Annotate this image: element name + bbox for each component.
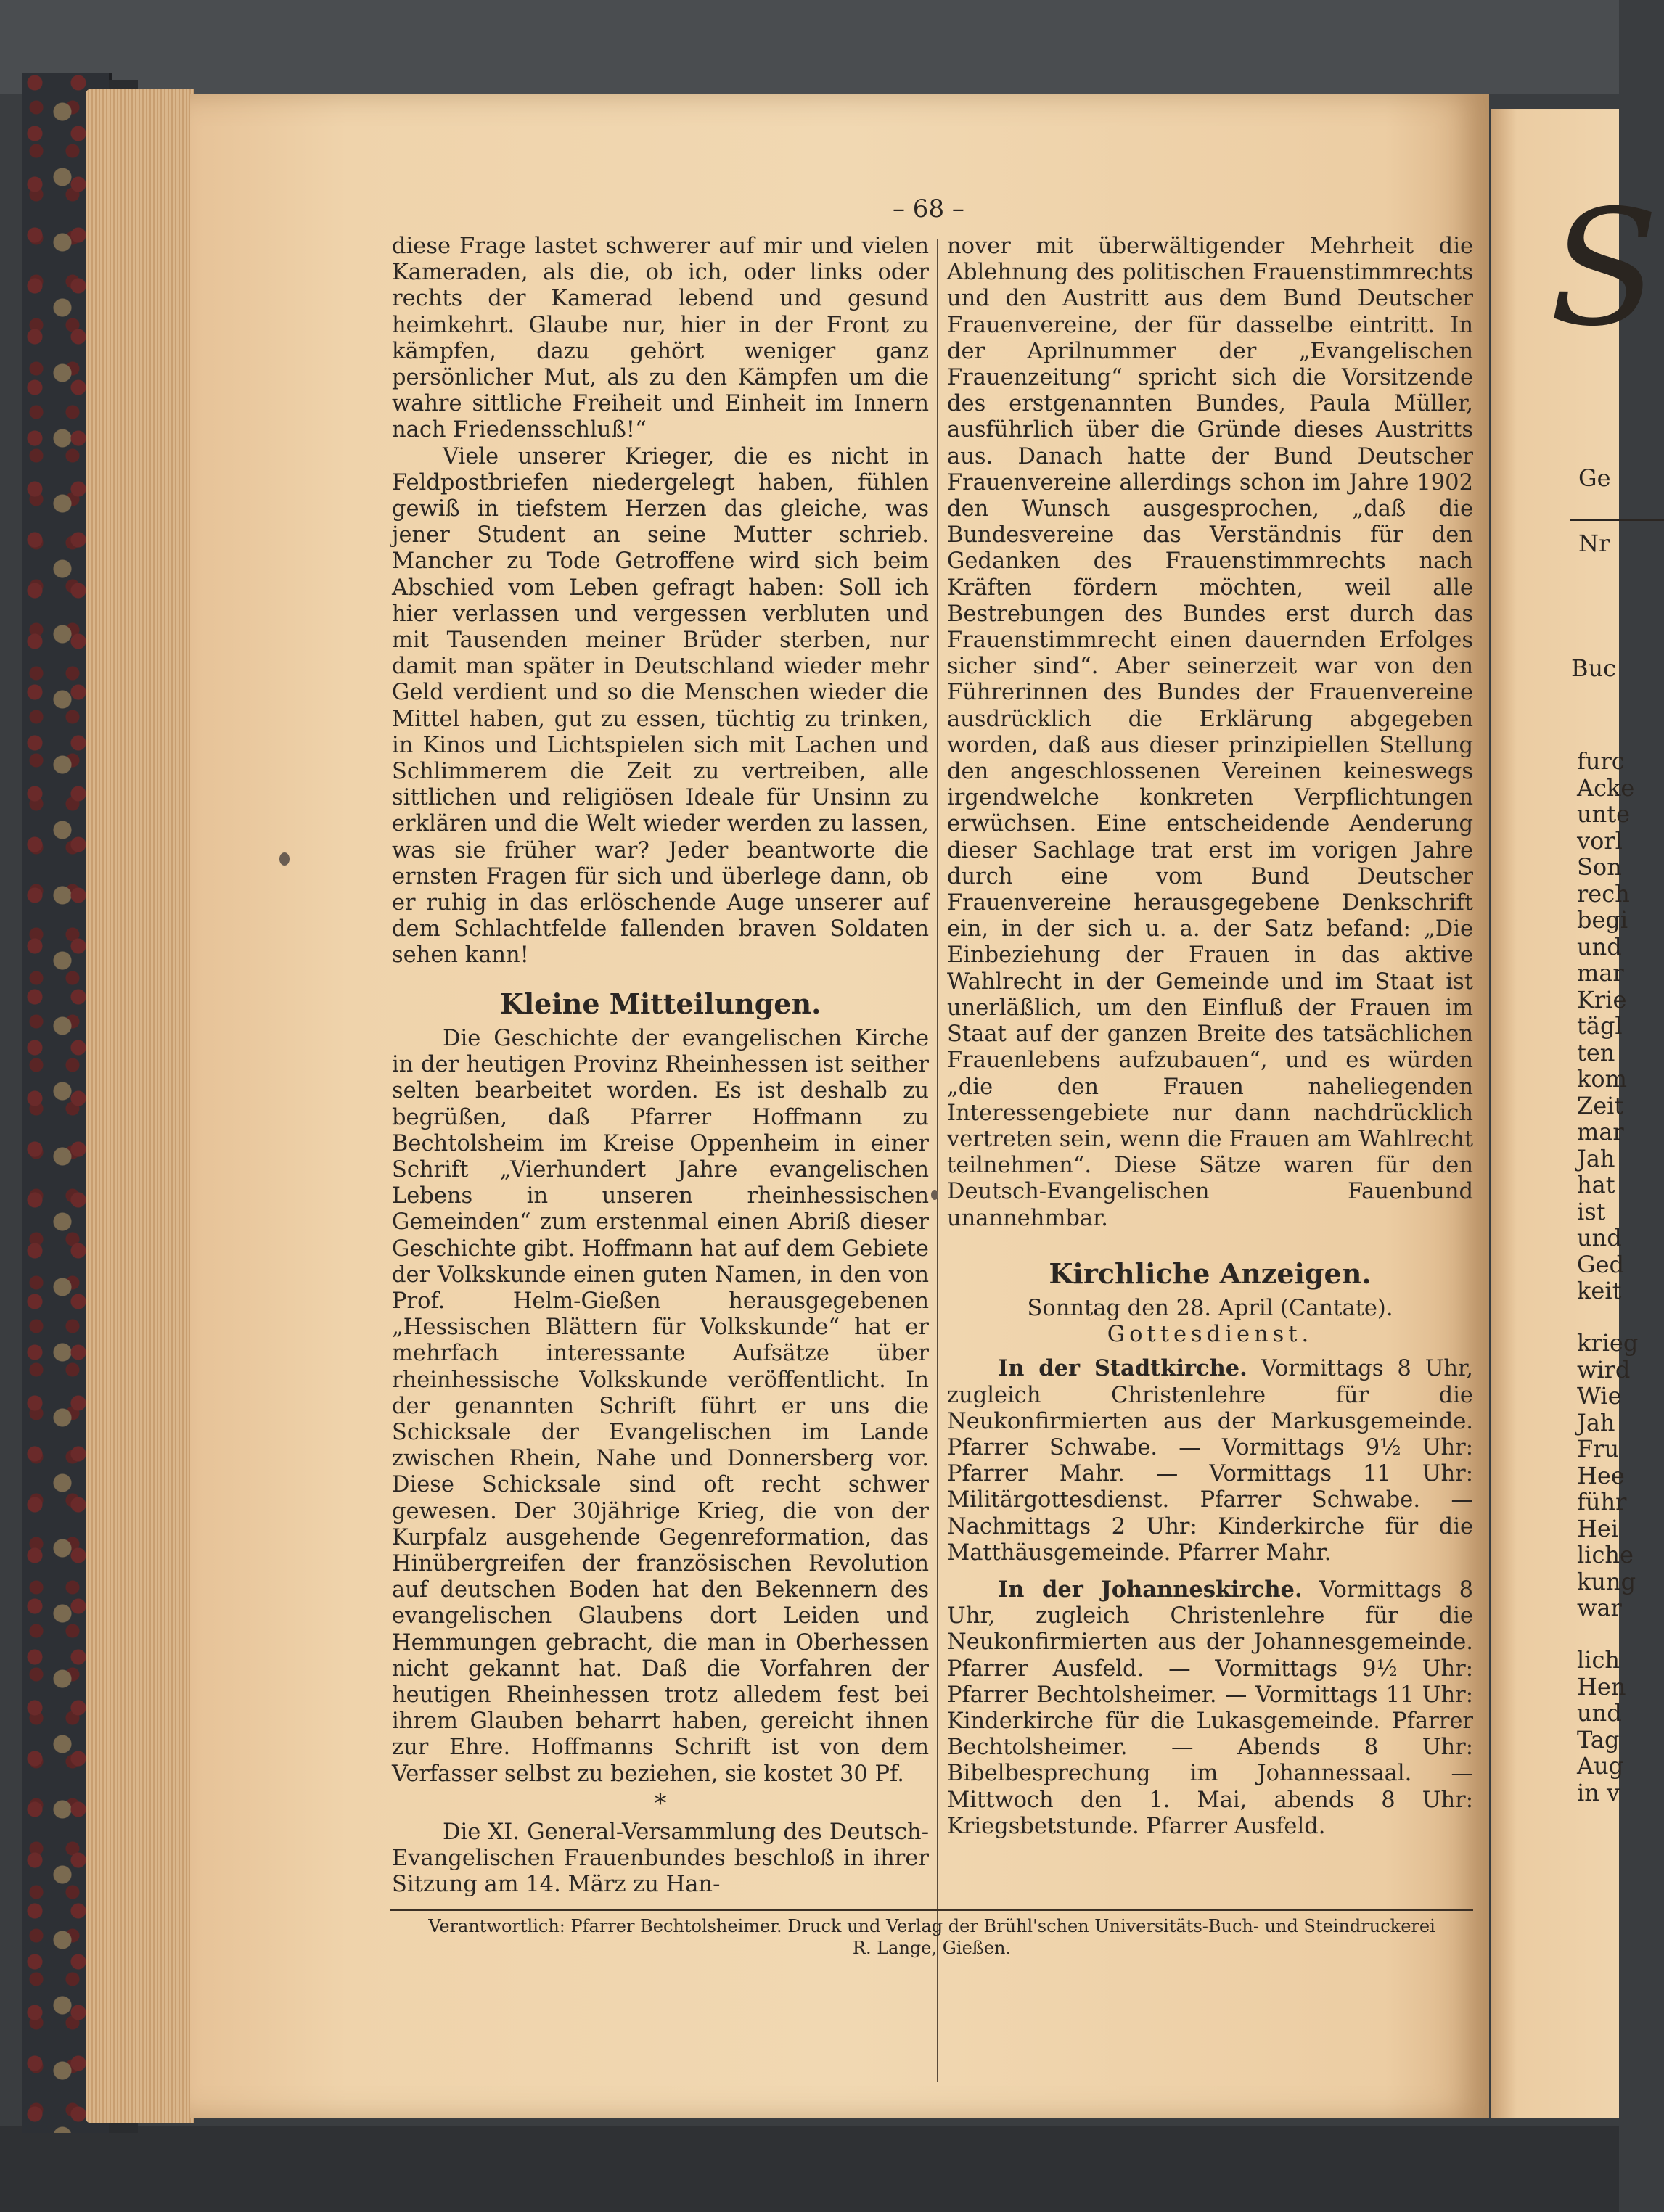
- facing-page-fragment: ten: [1577, 1038, 1615, 1066]
- imprint-line: Verantwortlich: Pfarrer Bechtolsheimer. Druck und Verlag der Brühl'schen Universitäts-Buch- und Steindruckerei: [428, 1916, 1435, 1936]
- paragraph: Die XI. General-Versammlung des Deutsch-Evangelischen Frauenbundes beschloß in ihrer Sitzung am 14. März zu Han-: [392, 1819, 929, 1898]
- facing-page-fragment: in v: [1577, 1778, 1620, 1806]
- facing-page-fragment: mar: [1577, 959, 1624, 987]
- imprint: [390, 1915, 1473, 1959]
- facing-page-fragment: Wie: [1577, 1382, 1622, 1410]
- facing-page-fragment: Ged: [1577, 1250, 1624, 1278]
- facing-page-fragment: keit: [1577, 1277, 1622, 1304]
- right-column: [947, 234, 1473, 1840]
- facing-page-fragment: Tag: [1577, 1725, 1620, 1753]
- facing-page-fragment: kom: [1577, 1065, 1627, 1093]
- separator-star: *: [654, 1788, 667, 1818]
- page-edges: [86, 89, 194, 2123]
- facing-page-fragment: liche: [1577, 1541, 1634, 1568]
- facing-page-fragment: Acke: [1577, 773, 1635, 802]
- facing-page-initial: S: [1549, 176, 1659, 361]
- facing-page-fragment: begi: [1577, 906, 1628, 934]
- background-bottom: [0, 2126, 1619, 2212]
- facing-page-fragment: Hen: [1577, 1672, 1626, 1701]
- section-heading: Kleine Mitteilungen.: [499, 987, 821, 1020]
- service-label: Gottesdienst.: [1107, 1322, 1313, 1348]
- facing-page-fragment: wird: [1577, 1355, 1631, 1383]
- ink-smudge: [279, 852, 290, 866]
- facing-page-fragment: Zeit: [1577, 1091, 1624, 1119]
- facing-page-fragment: und: [1577, 1699, 1622, 1727]
- facing-page-fragment: furc: [1577, 747, 1625, 775]
- facing-page: [1491, 109, 1659, 2118]
- paragraph: Die Geschichte der evangelischen Kirche in der heutigen Provinz Rheinhessen ist seither selten bearbeitet worden. Es ist deshalb zu begrüßen, daß Pfarrer Hoffmann zu Bechtolsheim im Kreise Oppenheim in einer Schrift „Vierhundert Jahre evangelischen Lebens in unseren rheinhessischen Gemeinden“ zum erstenmal einen Abriß dieser Geschichte gibt. Hoffmann hat auf dem Gebiete der Volkskunde einen guten Namen, in den von Prof. Helm-Gießen herausgegebenen „Hessischen Blättern für Volkskunde“ hat er mehrfach interessante Aufsätze über rheinhessische Volkskunde veröffentlicht. In der genannten Schrift führt er uns die Schicksale der Evangelischen im Lande zwischen Rhein, Nahe und Donnersberg vor. Diese Schicksale sind oft recht schwer gewesen. Der 30jährige Krieg, die von der Kurpfalz ausgehende Gegenreformation, das Hinübergreifen der französischen Revolution auf deutschen Boden hat den Bekennern des evangelischen Glaubens dort Leiden und Hemmungen gebracht, die man in Oberhessen nicht gekannt hat. Daß die Vorfahren der heutigen Rheinhessen trotz alledem fest bei ihrem Glauben beharrt haben, gereicht ihnen zur Ehre. Hoffmanns Schrift ist von dem Verfasser selbst zu beziehen, sie kostet 30 Pf.: [392, 1025, 929, 1787]
- facing-page-fragment: Jah: [1577, 1408, 1615, 1436]
- facing-page-fragment: Fru: [1577, 1435, 1620, 1463]
- facing-page-fragment: unte: [1577, 800, 1631, 828]
- left-column: [392, 234, 929, 1899]
- facing-page-fragment: Son: [1577, 853, 1622, 881]
- facing-page-fragment: vorl: [1577, 826, 1623, 855]
- facing-page-fragment: Buc: [1571, 654, 1617, 682]
- facing-page-fragment: Hee: [1577, 1461, 1625, 1489]
- facing-page-fragment: krieg: [1577, 1329, 1639, 1357]
- paragraph: diese Frage lastet schwerer auf mir und vielen Kameraden, als die, ob ich, oder links oder rechts der Kamerad lebend und gesund heimkehrt. Glaube nur, hier in der Front zu kämpfen, dazu gehört weniger ganz persönlicher Mut, als zu den Kämpfen um die wahre sittliche Freiheit und Einheit im Innern nach Friedensschluß!“: [392, 234, 929, 443]
- facing-page-fragment: Jah: [1577, 1144, 1615, 1172]
- paragraph: Viele unserer Krieger, die es nicht in Feldpostbriefen niedergelegt haben, fühlen gewiß in tiefstem Herzen das gleiche, was jener Student an seine Mutter schrieb. Mancher zu Tode Getroffene wird sich beim Abschied vom Leben gefragt haben: Soll ich hier verlassen und vergessen verbluten und mit Tausenden meiner Brüder sterben, nur damit man später in Deutschland wieder mehr Geld verdient und so die Menschen wieder die Mittel haben, gut zu essen, tüchtig zu trinken, in Kinos und Lichtspielen sich mit Lachen und Schlimmerem die Zeit zu vertreiben, alle sittlichen und religiösen Ideale für Unsinn zu erklären und die Welt wieder werden zu lassen, was sie früher war? Jeder beantworte die ernsten Fragen für sich und überlege dann, ob er ruhig in das erlöschende Auge unserer auf dem Schlachtfelde fallenden braven Soldaten sehen kann!: [392, 443, 929, 969]
- background-top: [0, 0, 1619, 94]
- facing-page-fragment: Ge: [1578, 464, 1611, 492]
- service-text: Vormittags 8 Uhr, zugleich Christenlehre für die Neukonfirmierten aus der Johannesgemeinde. Pfarrer Ausfeld. — Vormittags 9½ Uhr: Pfarrer Bechtolsheimer. — Vormittags 11 Uhr: Kinderkirche für die Lukasgemeinde. Pfarrer Bechtolsheimer. — Abends 8 Uhr: Bibelbesprechung im Johannessaal. — Mittwoch den 1. Mai, abends 8 Uhr: Kriegsbetstunde. Pfarrer Ausfeld.: [947, 1576, 1473, 1839]
- facing-page-fragment: hat: [1577, 1171, 1615, 1198]
- facing-page-fragment: ist: [1577, 1197, 1606, 1225]
- church-name: In der Stadtkirche.: [998, 1355, 1247, 1382]
- facing-page-fragment: Nr: [1578, 530, 1610, 557]
- facing-page-fragment: und: [1577, 932, 1622, 961]
- facing-page-fragment: rech: [1577, 879, 1630, 908]
- facing-page-fragment: Krie: [1577, 985, 1627, 1014]
- ink-smudge: [931, 1190, 938, 1200]
- facing-page-fragment: mar: [1577, 1118, 1624, 1146]
- facing-page-fragment: lich: [1577, 1646, 1620, 1674]
- facing-page-fragment: Aug: [1577, 1752, 1624, 1780]
- column-divider: [937, 239, 938, 2082]
- church-name: In der Johanneskirche.: [998, 1576, 1303, 1603]
- imprint-line: R. Lange, Gießen.: [852, 1938, 1012, 1958]
- section-heading: Kirchliche Anzeigen.: [1049, 1257, 1372, 1290]
- facing-page-fragment: führ: [1577, 1488, 1627, 1516]
- facing-page-fragment: tägl: [1577, 1012, 1623, 1040]
- date-line: Sonntag den 28. April (Cantate).: [1027, 1295, 1393, 1321]
- facing-page-fragment: war: [1577, 1594, 1622, 1621]
- service-text: Vormittags 8 Uhr, zugleich Christenlehre für die Neukonfirmierten aus der Markusgemeinde. Pfarrer Schwabe. — Vormittags 9½ Uhr: Pfarrer Mahr. — Vormittags 11 Uhr: Militärgottesdienst. Pfarrer Schwabe. — Nachmittags 2 Uhr: Kinderkirche für die Matthäusgemeinde. Pfarrer Mahr.: [947, 1356, 1473, 1566]
- facing-page-rule: [1570, 519, 1664, 521]
- facing-page-fragment: kung: [1577, 1567, 1636, 1595]
- paragraph: nover mit überwältigender Mehrheit die Ablehnung des politischen Frauenstimmrechts und den Austritt aus dem Bund Deutscher Frauenvereine, der für dasselbe eintritt. In der Aprilnummer der „Evangelischen Frauenzeitung“ spricht sich die Vorsitzende des erstgenannten Bundes, Paula Müller, ausführlich über die Gründe dieses Austritts aus. Danach hatte der Bund Deutscher Frauenvereine allerdings schon im Jahre 1902 den Wunsch ausgesprochen, „daß die Bundesvereine das Verständnis für den Gedanken des Frauenstimmrechts nach Kräften fördern möchten, weil alle Bestrebungen des Bundes erst durch das Frauenstimmrecht einen dauernden Erfolges sicher sind“. Aber seinerzeit war von den Führerinnen des Bundes der Frauenvereine ausdrücklich die Erklärung abgegeben worden, daß aus dieser prinzipiellen Stellung den angeschlossenen Vereinen keineswegs irgendwelche konkreten Verpflichtungen erwüchsen. Eine entscheidende Aenderung dieser Sachlage trat erst im vorigen Jahre durch eine vom Bund Deutscher Frauenvereine herausgegebene Denkschrift ein, in der sich u. a. der Satz befand: „Die Einbeziehung der Frauen in das aktive Wahlrecht in der Gemeinde und im Staat ist unerläßlich, um den Einfluß der Frauen im Staat auf der ganzen Breite des tatsächlichen Frauenlebens aufzubauen“, und es würden „die den Frauen naheliegenden Interessengebiete nur dann nachdrücklich vertreten sein, wenn die Frauen am Wahlrecht teilnehmen“. Diese Sätze waren für den Deutsch-Evangelischen Fauenbund unannehmbar.: [947, 234, 1473, 1231]
- facing-page-fragment: Hei: [1577, 1514, 1619, 1542]
- facing-page-fragment: und: [1577, 1224, 1622, 1251]
- footer-rule: [390, 1909, 1473, 1911]
- page-number: – 68 –: [893, 194, 964, 223]
